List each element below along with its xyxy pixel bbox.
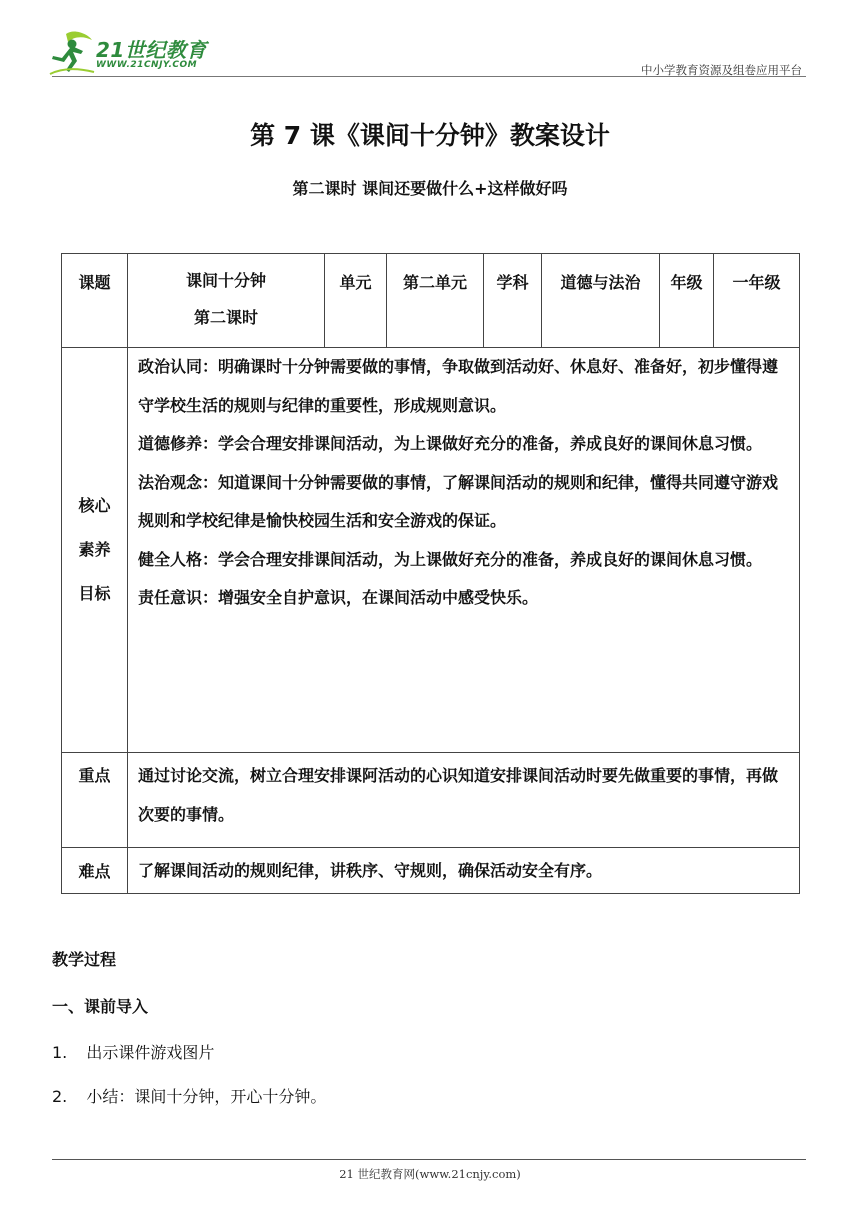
core-goals-label <box>62 348 128 753</box>
list-item-2 <box>52 1084 326 1107</box>
core-goal-responsibility: 责任意识：增强安全自护意识，在课间活动中感受快乐。 <box>138 588 539 607</box>
key-points-content: 通过讨论交流，树立合理安排课阿活动的心识知道安排课间活动时要先做重要的事情，再做次要的事情。 <box>128 753 800 848</box>
topic-value-line2: 第二课时 <box>193 308 258 327</box>
page-subtitle: 第二课时 课间还要做什么+这样做好吗 <box>292 179 568 198</box>
list-item-1 <box>52 1040 214 1063</box>
topic-value-line1: 课间十分钟 <box>185 271 266 290</box>
grade-label: 年级 <box>660 254 714 348</box>
header-divider <box>52 76 806 77</box>
table-row-header <box>62 254 800 348</box>
process-heading: 教学过程 <box>52 950 117 969</box>
difficulties-content: 了解课间活动的规则纪律，讲秩序、守规则，确保活动安全有序。 <box>128 848 800 894</box>
core-goals-content <box>128 348 800 753</box>
section-intro-heading: 一、课前导入 <box>52 997 149 1016</box>
table-row-core-goals <box>62 348 800 753</box>
logo-url: WWW.21CNJY.COM <box>96 60 198 70</box>
page-header <box>48 30 806 78</box>
subject-label: 学科 <box>484 254 542 348</box>
table-row-difficulties <box>62 848 800 894</box>
site-logo[interactable] <box>48 30 218 76</box>
table-row-key-points <box>62 753 800 848</box>
core-label-line2: 素养 <box>78 540 111 559</box>
unit-label: 单元 <box>325 254 387 348</box>
lesson-info-table <box>61 253 800 894</box>
core-label-line1: 核心 <box>78 496 111 515</box>
logo-text: 21世纪教育 <box>96 38 207 62</box>
key-points-label: 重点 <box>62 753 128 848</box>
platform-name: 中小学教育资源及组卷应用平台 <box>641 63 802 77</box>
core-goal-political: 政治认同：明确课时十分钟需要做的事情，争取做到活动好、休息好、准备好，初步懂得遵守学校生活的规则与纪律的重要性，形成规则意识。 <box>138 357 779 415</box>
runner-logo-icon <box>48 30 96 76</box>
list-item-2-number: 2. <box>52 1087 68 1106</box>
list-item-1-text: 出示课件游戏图片 <box>86 1043 215 1062</box>
core-goal-moral: 道德修养：学会合理安排课间活动，为上课做好充分的准备，养成良好的课间休息习惯。 <box>138 434 763 453</box>
grade-value: 一年级 <box>714 254 800 348</box>
page-title: 第 7 课《课间十分钟》教案设计 <box>250 121 610 150</box>
footer-divider <box>52 1159 806 1160</box>
topic-value <box>128 254 325 348</box>
core-label-line3: 目标 <box>78 584 111 603</box>
list-item-1-number: 1. <box>52 1043 68 1062</box>
footer-link[interactable]: 21 世纪教育网(www.21cnjy.com) <box>339 1167 521 1181</box>
topic-label: 课题 <box>62 254 128 348</box>
difficulties-label: 难点 <box>62 848 128 894</box>
core-goal-personality: 健全人格：学会合理安排课间活动，为上课做好充分的准备，养成良好的课间休息习惯。 <box>138 549 763 569</box>
subject-value: 道德与法治 <box>542 254 660 348</box>
list-item-2-text: 小结：课间十分钟，开心十分钟。 <box>86 1087 327 1106</box>
core-goal-law: 法治观念：知道课间十分钟需要做的事情，了解课间活动的规则和纪律，懂得共同遵守游戏规则和学校纪律是愉快校园生活和安全游戏的保证。 <box>138 472 779 530</box>
unit-value: 第二单元 <box>387 254 484 348</box>
